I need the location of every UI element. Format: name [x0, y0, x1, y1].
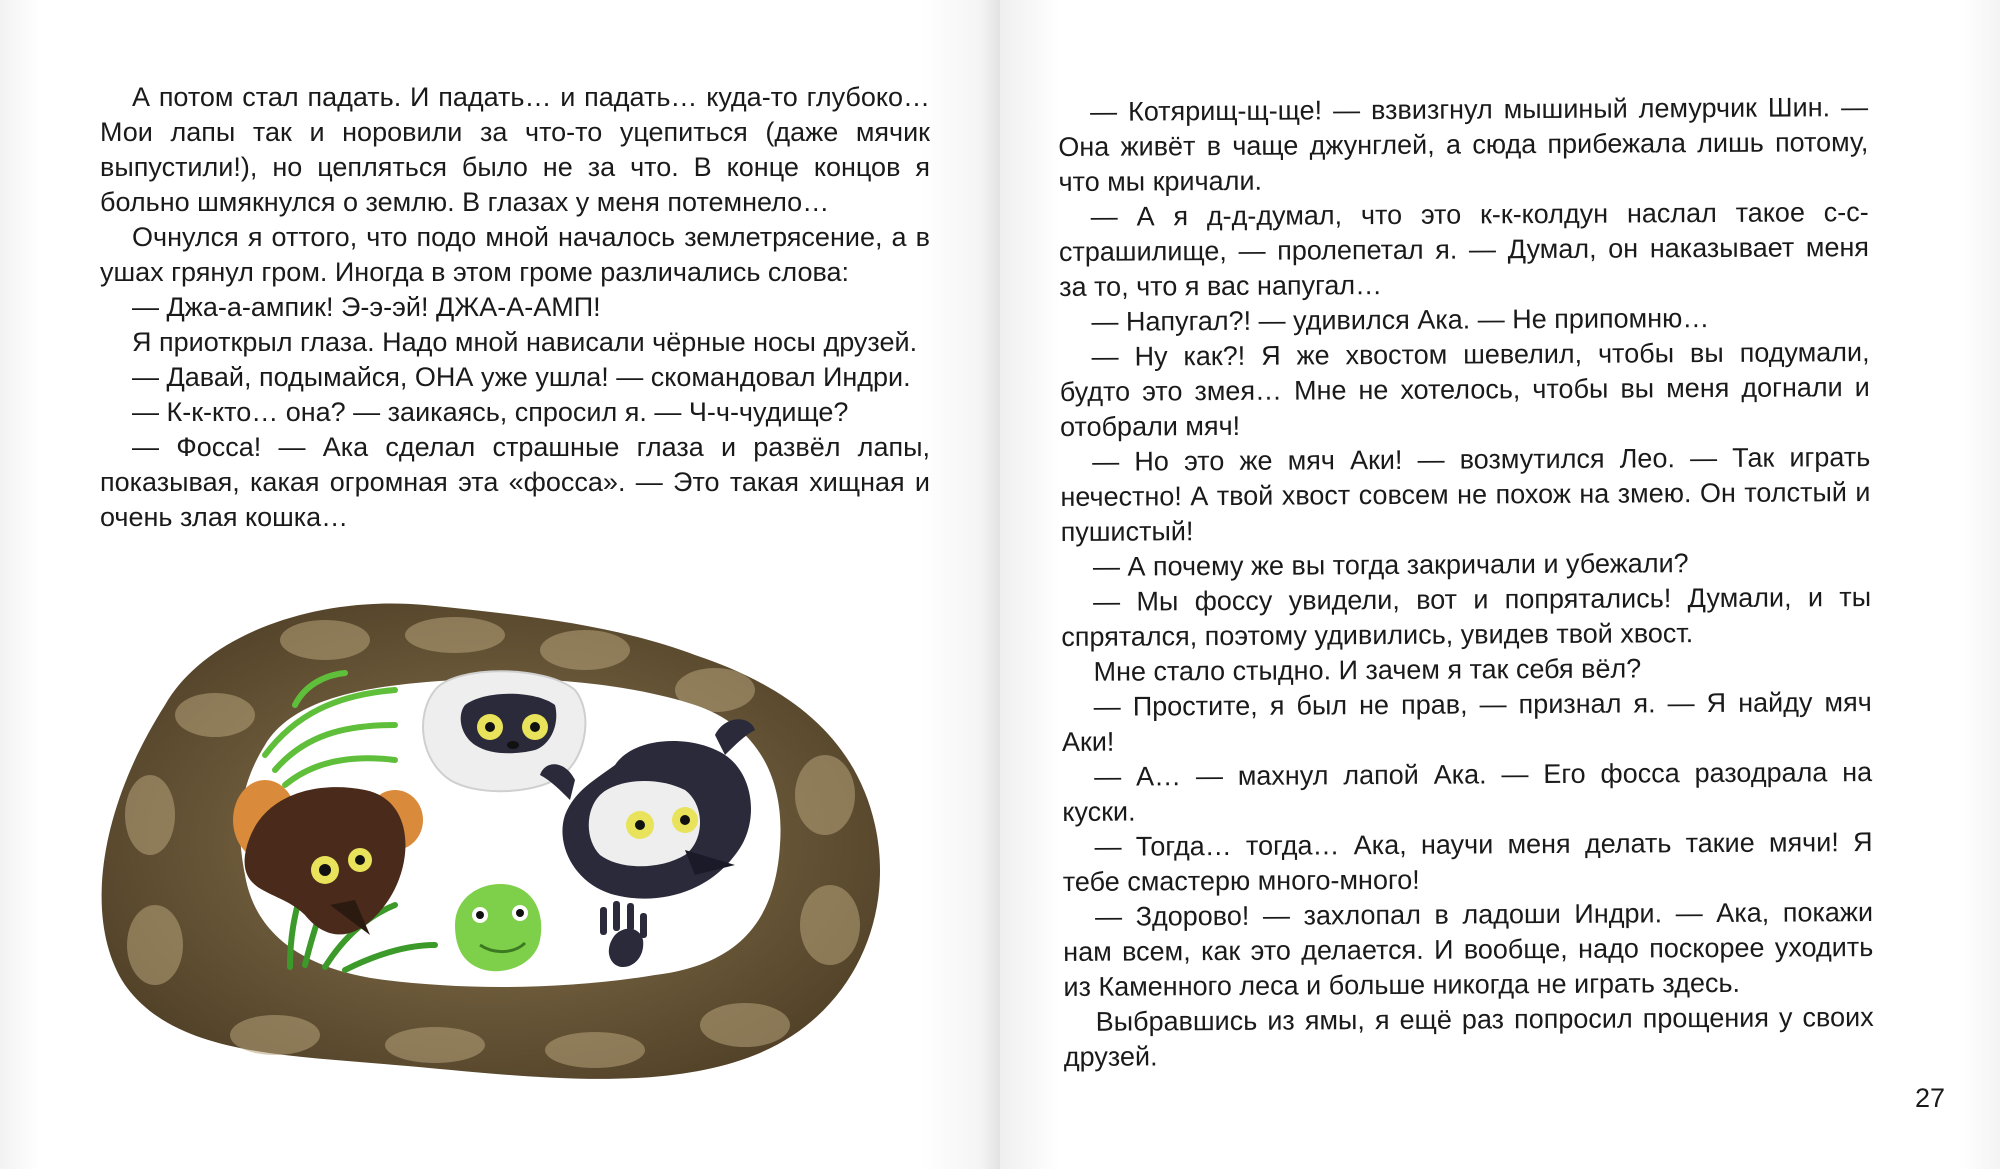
paragraph: — Фосса! — Ака сделал страшные глаза и развёл лапы, показывая, какая огромная эта «фосса». — Это такая хищная и очень злая кошка…: [100, 432, 930, 532]
paragraph: — Тогда… тогда… Ака, научи меня делать такие мячи! Я тебе смастерю много-много!: [1062, 827, 1873, 897]
paragraph: — А почему же вы тогда закричали и убежали?: [1092, 548, 1689, 582]
chameleon-icon: [455, 884, 541, 971]
paragraph: Очнулся я оттого, что подо мной началось землетрясение, а в ушах грянул гром. Иногда в этом громе различались слова:: [100, 222, 930, 287]
paragraph: — Мы фоссу увидели, вот и попрятались! Думали, и ты спрятался, поэтому удивились, увидев твой хвост.: [1061, 582, 1872, 652]
paragraph: — Давай, подымайся, ОНА уже ушла! — скомандовал Индри.: [132, 362, 911, 392]
paragraph: — А… — махнул лапой Ака. — Его фосса разодрала на куски.: [1062, 757, 1873, 827]
paragraph: — Но это же мяч Аки! — возмутился Лео. — Так играть нечестно! А твой хвост совсем не похож на змею. Он толстый и пушистый!: [1060, 442, 1871, 547]
right-page: [1000, 0, 2000, 1169]
paragraph: — К-к-кто… она? — заикаясь, спросил я. — Ч-ч-чудище?: [132, 397, 849, 427]
paragraph: — Джа-а-ампик! Э-э-эй! ДЖА-А-АМП!: [132, 292, 601, 322]
paragraph: Я приоткрыл глаза. Надо мной нависали чёрные носы друзей.: [132, 327, 918, 357]
paragraph: — Простите, я был не прав, — признал я. — Я найду мяч Аки!: [1061, 687, 1872, 757]
paragraph: Выбравшись из ямы, я ещё раз попросил прощения у своих друзей.: [1063, 1002, 1874, 1072]
paragraph: — А я д-д-думал, что это к-к-колдун наслал такое с-с-страшилище, — пролепетал я. — Думал, он наказывает меня за то, что я вас напугал…: [1058, 197, 1870, 302]
paragraph: А потом стал падать. И падать… и падать… куда-то глубоко… Мои лапы так и норовили за что-то уцепиться (даже мячик выпустили!), но цепляться было не за что. В конце концов я больно шмякнулся о землю. В глазах у меня потемнело…: [100, 82, 930, 217]
pit-with-lemurs-illustration: [95, 595, 925, 1085]
right-page-text: [1058, 90, 1874, 1075]
page-number: 27: [1915, 1083, 1946, 1113]
paragraph: — Котярищ-щ-ще! — взвизгнул мышиный лемурчик Шин. — Она живёт в чаще джунглей, а сюда прибежала лишь потому, что мы кричали.: [1058, 92, 1869, 197]
left-page-text: [100, 80, 930, 535]
paragraph: Мне стало стыдно. И зачем я так себя вёл?: [1093, 653, 1642, 687]
paragraph: — Ну как?! Я же хвостом шевелил, чтобы вы подумали, будто это змея… Мне не хотелось, чтобы вы меня догнали и отобрали мяч!: [1059, 337, 1870, 442]
paragraph: — Напугал?! — удивился Ака. — Не припомню…: [1091, 303, 1710, 337]
paragraph: — Здорово! — захлопал в ладоши Индри. — Ака, покажи нам всем, как это делается. И вообще, надо поскорее уходить из Каменного леса и больше никогда не играть здесь.: [1063, 897, 1874, 1002]
